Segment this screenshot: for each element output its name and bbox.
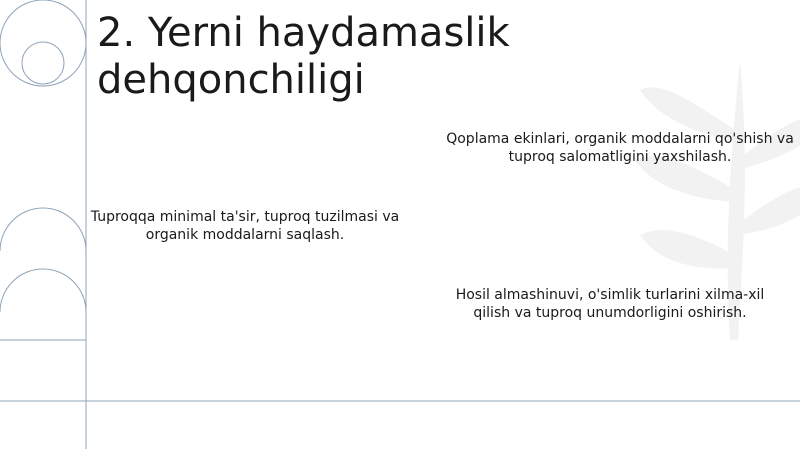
small-circle [22,42,64,84]
note-cover-crops: Qoplama ekinlari, organik moddalarni qo'shish va tuproq salomatligini yaxshilash. [446,131,794,165]
upper-arch [0,208,86,251]
lower-arch [0,269,86,312]
slide-title: 2. Yerni haydamaslik dehqonchiligi [97,10,510,103]
large-circle [0,0,86,86]
note-crop-rotation: Hosil almashinuvi, o'simlik turlarini xilma-xil qilish va tuproq unumdorligini oshirish. [455,287,765,321]
note-minimal-tillage: Tuproqqa minimal ta'sir, tuproq tuzilmasi va organik moddalarni saqlash. [90,209,400,243]
